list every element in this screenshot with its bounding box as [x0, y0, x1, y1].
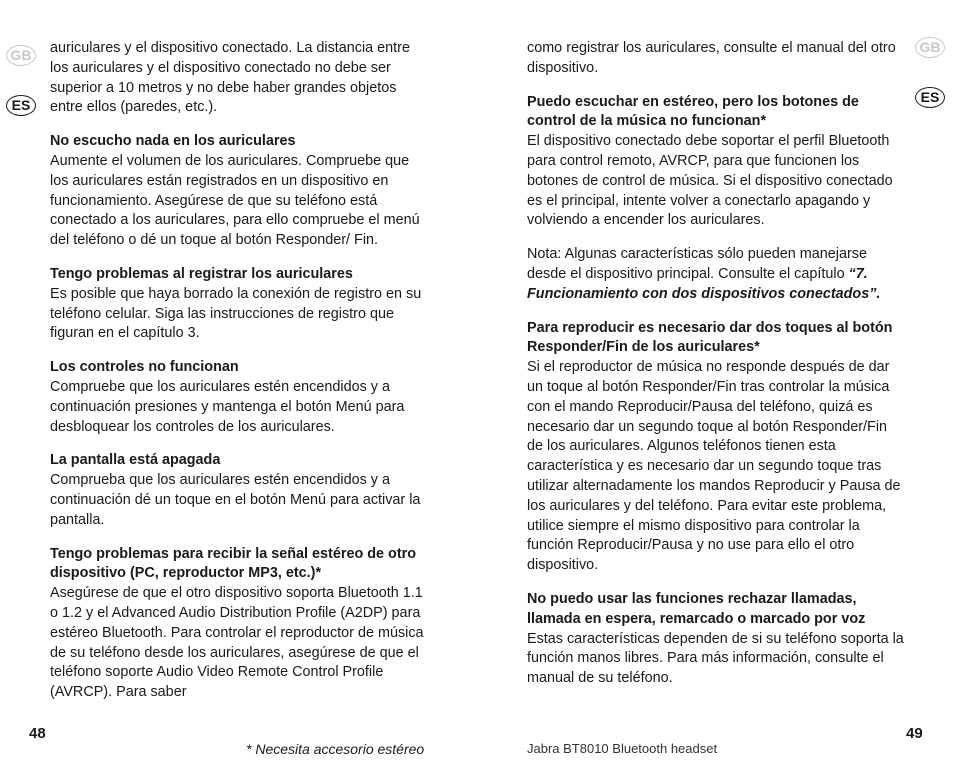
section-heading: Tengo problemas para recibir la señal estéreo de otro dispositivo (PC, reproductor MP3, etc.)* [50, 545, 417, 582]
section-body: Si el reproductor de música no responde después de dar un toque al botón Responder/Fin tras controlar la música con el mando Reproducir/Pausa del teléfono, quizá es necesario dar un segundo toque al botón Responder/Fin de los auriculares. Algunos teléfonos tienen esta característica y es necesario dar un segundo toque tras utilizar alternadamente los mandos Reproducir y Pausa de los auriculares y del teléfono. Para evitar este problema, utilice siempre el mismo dispositivo para controlar la función Reproducir/Pausa y no use para ello el otro dispositivo. [527, 359, 901, 574]
product-name: Jabra BT8010 Bluetooth headset [527, 741, 718, 756]
language-badge-gb: GB [915, 37, 945, 58]
right-page [477, 0, 954, 774]
section-heading: No escucho nada en los auriculares [50, 133, 296, 150]
section-screen-off [50, 451, 430, 530]
chapter-reference: “7. Funcionamiento con dos dispositivos conectados”. [527, 265, 881, 302]
note-text: Nota: Algunas características sólo pueden manejarse desde el dispositivo principal. Consulte el capítulo [527, 246, 867, 282]
section-heading: Los controles no funcionan [50, 359, 239, 376]
page-number: 49 [906, 725, 923, 742]
section-body: Es posible que haya borrado la conexión de registro en su teléfono celular. Siga las instrucciones de registro que figuran en el capítulo 3. [50, 285, 422, 342]
right-text-column [527, 39, 905, 703]
section-heading: Para reproducir es necesario dar dos toques al botón Responder/Fin de los auriculares* [527, 319, 893, 356]
section-body: Asegúrese de que el otro dispositivo soporta Bluetooth 1.1 o 1.2 y el Advanced Audio Distribution Profile (A2DP) para estéreo Bluetooth. Para controlar el reproductor de música de su teléfono desde los auriculares, asegúrese de que el teléfono soporte Audio Video Remote Control Profile (AVRCP). Para saber [50, 585, 424, 701]
section-heading: La pantalla está apagada [50, 452, 221, 469]
section-body: Estas características dependen de si su teléfono soporta la función manos libres. Para más información, consulte el manual de su teléfono. [527, 630, 904, 687]
intro-paragraph: como registrar los auriculares, consulte el manual del otro dispositivo. [527, 40, 896, 76]
footnote: * Necesita accesorio estéreo [246, 741, 425, 757]
section-heading: Puedo escuchar en estéreo, pero los botones de control de la música no funcionan* [527, 93, 859, 130]
section-pairing-problems [50, 265, 430, 344]
section-body: Aumente el volumen de los auriculares. Compruebe que los auriculares están registrados en un dispositivo en funcionamiento. Asegúrese de que su teléfono está conectado a los auriculares, para ello compruebe el menú del teléfono o dé un toque al botón Responder/ Fin. [50, 152, 420, 249]
section-heading: Tengo problemas al registrar los auriculares [50, 265, 353, 282]
section-body: Comprueba que los auriculares estén encendidos y a continuación dé un toque en el botón Menú para activar la pantalla. [50, 472, 421, 528]
note-paragraph [527, 245, 905, 304]
section-call-functions [527, 590, 905, 689]
language-badge-es: ES [915, 87, 945, 108]
intro-paragraph: auriculares y el dispositivo conectado. La distancia entre los auriculares y el dispositivo conectado no debe ser superior a 10 metros y no debe haber grandes objetos entre ellos (paredes, etc.). [50, 40, 410, 116]
section-body: El dispositivo conectado debe soportar el perfil Bluetooth para control remoto, AVRCP, para que funcionen los botones de control de música. Si el dispositivo conectado es el principal, intente volver a conectarlo apagando y volviendo a encender los auriculares. [527, 133, 893, 229]
page-number: 48 [29, 725, 46, 742]
language-badge-es: ES [6, 95, 36, 116]
section-stereo-signal [50, 545, 430, 703]
section-controls-not-working [50, 358, 430, 437]
section-no-sound [50, 132, 430, 251]
section-body: Compruebe que los auriculares estén encendidos y a continuación presiones y mantenga el botón Menú para desbloquear los controles de los auriculares. [50, 378, 405, 435]
language-badge-gb: GB [6, 45, 36, 66]
left-text-column [50, 39, 430, 717]
section-heading: No puedo usar las funciones rechazar llamadas, llamada en espera, remarcado o marcado por voz [527, 590, 866, 627]
section-stereo-buttons [527, 93, 905, 232]
section-double-tap [527, 319, 905, 576]
